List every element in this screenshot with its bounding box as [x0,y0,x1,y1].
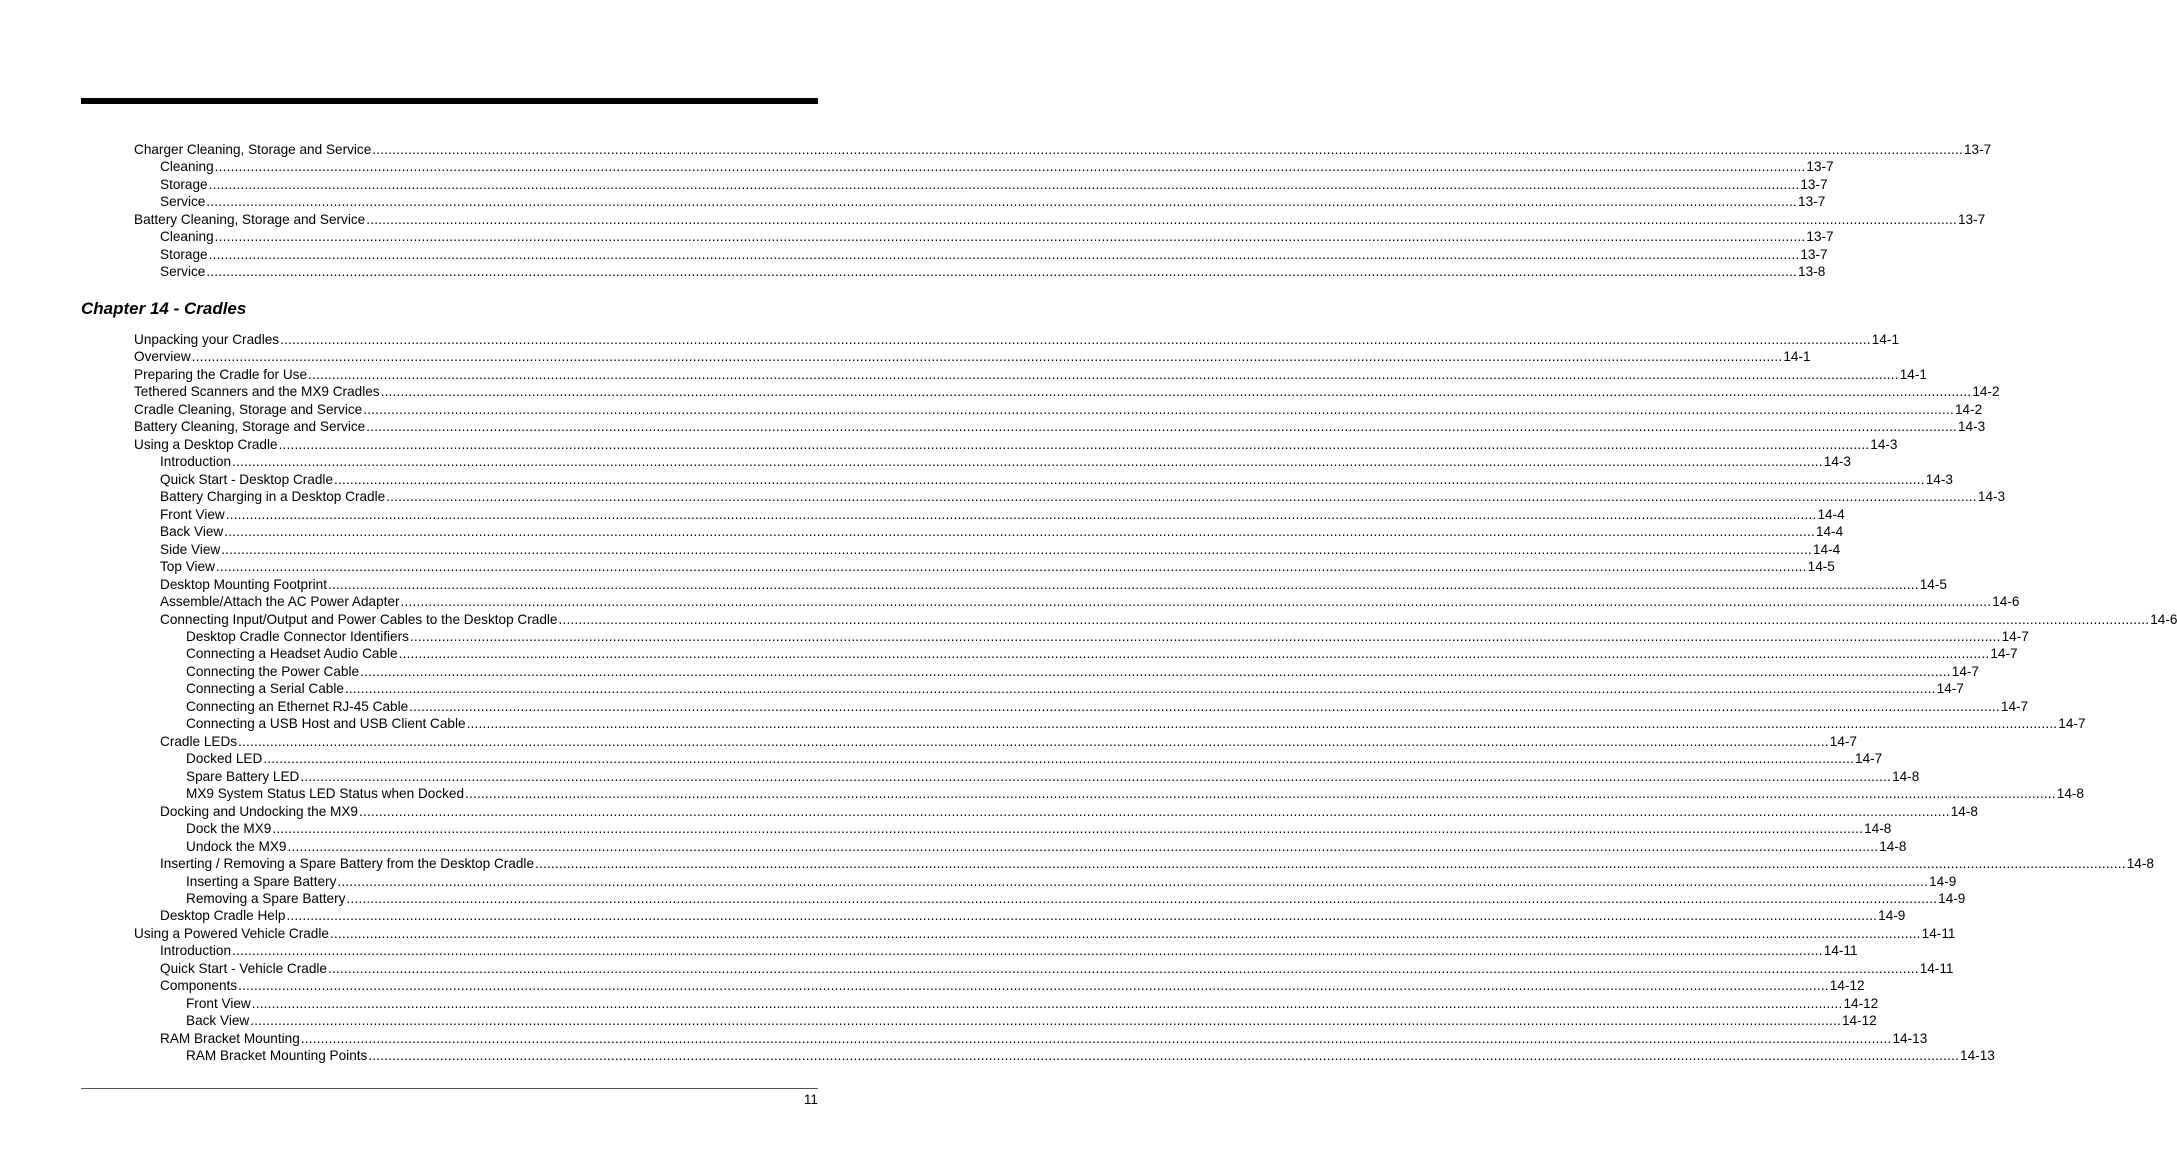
toc-entry[interactable] [0,995,1879,1012]
toc-entry-page: 14-6 [2150,611,2177,627]
toc-entry-label: Storage [160,176,208,192]
toc-entry[interactable] [0,838,1907,855]
toc-entry-page: 13-7 [1964,142,1992,157]
chapter-heading: Chapter 14 - Cradles [81,299,247,318]
toc-entry-page: 14-7 [2058,716,2086,732]
dot-leader: ................................................................................................................................................................................................................................................................................................................................................................................................................ [535,856,2126,872]
toc-entry-label: Battery Cleaning, Storage and Service [134,211,366,227]
dot-leader: ................................................................................................................................................................................................................................................................................................................................................................................................................ [337,873,1929,889]
toc-entry-line [160,506,1845,523]
toc-entry-page: 13-7 [1800,246,1828,262]
toc-entry-line [160,453,1851,470]
dot-leader: ................................................................................................................................................................................................................................................................................................................................................................................................................ [558,611,2150,627]
dot-leader: ................................................................................................................................................................................................................................................................................................................................................................................................................ [238,733,1829,749]
toc-entry-page: 14-7 [1829,733,1857,749]
toc-entry-label: Preparing the Cradle for Use [134,366,308,382]
toc-entry-line [160,193,1826,210]
toc-entry[interactable] [0,942,1858,959]
dot-leader: ................................................................................................................................................................................................................................................................................................................................................................................................................ [300,1030,1892,1046]
toc-entry-page: 14-13 [1960,1048,1995,1064]
dot-leader: ................................................................................................................................................................................................................................................................................................................................................................................................................ [409,628,2001,644]
toc-entry[interactable] [0,366,1927,383]
dot-leader: ................................................................................................................................................................................................................................................................................................................................................................................................................ [344,681,1936,697]
toc-entry-line [160,855,2154,872]
toc-entry-page: 13-7 [1800,176,1828,192]
toc-entry-line [186,663,1979,680]
toc-entry-page: 14-8 [1950,803,1978,819]
toc-entry-line [134,418,1986,435]
toc-entry[interactable] [0,418,1986,435]
toc-entry-label: Inserting / Removing a Spare Battery from the Desktop Cradle [160,856,535,872]
toc-entry-page: 14-3 [1957,419,1986,435]
toc-entry-line [160,733,1857,750]
toc-entry-label: Spare Battery LED [186,768,300,784]
dot-leader: ................................................................................................................................................................................................................................................................................................................................................................................................................ [206,264,1798,280]
toc-entry-label: Introduction [160,943,232,959]
toc-entry-page: 14-9 [1878,908,1906,924]
toc-entry-line [160,158,1834,175]
dot-leader: ................................................................................................................................................................................................................................................................................................................................................................................................................ [287,838,1879,854]
dot-leader: ................................................................................................................................................................................................................................................................................................................................................................................................................ [328,576,1919,592]
toc-entry-label: Desktop Cradle Connector Identifiers [186,628,409,644]
toc-entry-page: 14-7 [2001,628,2029,644]
toc-entry[interactable] [0,750,1883,767]
toc-entry-line [186,768,1920,785]
toc-entry-label: Side View [160,541,221,557]
toc-entry-page: 14-7 [1855,751,1883,767]
toc-entry-label: Front View [160,506,225,522]
toc-entry-page: 14-1 [1783,349,1811,365]
toc-entry-label: Connecting a Serial Cable [186,681,344,697]
toc-entry-label: Removing a Spare Battery [186,891,346,906]
toc-entry[interactable] [0,768,1920,785]
toc-entry-line [134,211,1986,228]
dot-leader: ................................................................................................................................................................................................................................................................................................................................................................................................................ [308,366,1899,382]
toc-entry-line [134,366,1927,383]
toc-entry-label: Assemble/Attach the AC Power Adapter [160,594,400,610]
dot-leader: ................................................................................................................................................................................................................................................................................................................................................................................................................ [278,436,1870,452]
toc-entry-label: Front View [186,995,251,1011]
toc-entry-line [160,960,1954,977]
dot-leader: ................................................................................................................................................................................................................................................................................................................................................................................................................ [400,594,1992,610]
toc-entry-label: MX9 System Status LED Status when Docked [186,786,465,802]
toc-entry-page: 14-7 [1936,681,1964,697]
dot-leader: ................................................................................................................................................................................................................................................................................................................................................................................................................ [329,925,1921,941]
toc-entry-label: Quick Start - Vehicle Cradle [160,960,327,976]
toc-entry-page: 14-11 [1919,960,1954,976]
toc-entry-label: Desktop Mounting Footprint [160,576,327,592]
toc-entry-line [160,176,1828,193]
toc-entry[interactable] [0,158,1834,175]
toc-entry[interactable] [0,453,1851,470]
toc-entry[interactable] [0,576,1947,593]
toc-entry-page: 14-13 [1892,1030,1928,1046]
toc-entry[interactable] [0,977,1865,994]
toc-entry-label: Undock the MX9 [186,838,287,854]
toc-entry[interactable] [0,558,1835,575]
dot-leader: ................................................................................................................................................................................................................................................................................................................................................................................................................ [368,1048,1960,1064]
toc-entry[interactable] [0,663,1979,680]
toc-entry-line [186,750,1883,767]
toc-entry-line [186,715,2086,732]
toc-entry-page: 14-12 [1843,995,1879,1011]
toc-entry-line [160,488,2006,505]
toc-entry[interactable] [0,228,1834,245]
toc-entry[interactable] [0,211,1986,228]
dot-leader: ................................................................................................................................................................................................................................................................................................................................................................................................................ [208,246,1800,262]
dot-leader: ................................................................................................................................................................................................................................................................................................................................................................................................................ [208,176,1800,192]
toc-entry-label: Cradle Cleaning, Storage and Service [134,401,363,417]
dot-leader: ................................................................................................................................................................................................................................................................................................................................................................................................................ [224,524,1815,540]
toc-entry-label: Battery Cleaning, Storage and Service [134,419,366,435]
toc-entry[interactable] [0,348,1811,365]
toc-entry-line [186,698,2029,715]
toc-entry[interactable] [0,628,2029,645]
dot-leader: ................................................................................................................................................................................................................................................................................................................................................................................................................ [215,559,1807,575]
toc-entry-page: 14-8 [2126,856,2154,872]
toc-entry[interactable] [0,523,1844,540]
toc-entry-line [186,628,2029,645]
toc-entry-line [134,383,2000,400]
dot-leader: ................................................................................................................................................................................................................................................................................................................................................................................................................ [214,159,1806,175]
dot-leader: ................................................................................................................................................................................................................................................................................................................................................................................................................ [214,229,1806,245]
dot-leader: ................................................................................................................................................................................................................................................................................................................................................................................................................ [358,803,1950,819]
toc-entry-label: Tethered Scanners and the MX9 Cradles [134,384,380,400]
toc-entry-line [160,942,1858,959]
toc-entry-line [186,1047,1995,1064]
toc-entry[interactable] [0,436,1898,453]
toc-entry-label: Inserting a Spare Battery [186,873,337,889]
dot-leader: ................................................................................................................................................................................................................................................................................................................................................................................................................ [366,211,1957,227]
toc-entry[interactable] [0,680,1964,697]
toc-entry-label: Overview [134,349,191,365]
toc-entry-page: 14-2 [1954,401,1983,417]
toc-entry[interactable] [0,593,2020,610]
toc-entry-page: 14-9 [1938,891,1966,906]
toc-entry[interactable] [0,331,1900,348]
toc-entry-page: 14-7 [1951,663,1979,679]
dot-leader: ................................................................................................................................................................................................................................................................................................................................................................................................................ [250,1013,1841,1029]
toc-entry-label: Connecting Input/Output and Power Cables to the Desktop Cradle [160,611,558,627]
toc-entry-line [186,873,1957,890]
toc-entry[interactable] [0,820,1892,837]
toc-entry[interactable] [0,873,1957,890]
toc-entry-line [160,977,1865,994]
toc-entry-page: 13-7 [1806,229,1834,245]
toc-entry-label: Battery Charging in a Desktop Cradle [160,489,386,505]
toc-entry-page: 13-8 [1798,264,1826,280]
toc-entry-page: 14-5 [1919,576,1947,592]
toc-entry-label: Connecting the Power Cable [186,663,360,679]
dot-leader: ................................................................................................................................................................................................................................................................................................................................................................................................................ [409,698,2000,714]
toc-entry-label: Unpacking your Cradles [134,332,280,347]
toc-entry-line [134,401,1983,418]
toc-entry-page: 14-1 [1871,332,1900,347]
toc-entry[interactable] [0,506,1845,523]
toc-entry-label: Back View [186,1013,250,1029]
footer-rule [81,1088,818,1089]
toc-entry-line [160,611,2177,628]
toc-entry-page: 14-6 [1992,594,2020,610]
toc-entry-page: 14-3 [1870,436,1898,452]
toc-entry-label: Desktop Cradle Help [160,908,286,924]
toc-entry-page: 14-8 [1879,838,1907,854]
toc-entry-line [134,348,1811,365]
toc-entry-label: Service [160,194,206,210]
toc-entry-label: Connecting a USB Host and USB Client Cable [186,716,466,732]
toc-entry-page: 14-3 [1977,489,2006,505]
dot-leader: ................................................................................................................................................................................................................................................................................................................................................................................................................ [221,541,1812,557]
toc-entry-line [134,141,1992,158]
toc-entry[interactable] [0,803,1978,820]
toc-entry-line [160,576,1947,593]
toc-entry-label: Using a Powered Vehicle Cradle [134,925,329,941]
toc-entry-page: 14-8 [1892,768,1920,784]
toc-entry[interactable] [0,715,2086,732]
toc-entry[interactable] [0,1012,1877,1029]
toc-entry[interactable] [0,960,1954,977]
toc-entry-page: 14-7 [2000,698,2029,714]
dot-leader: ................................................................................................................................................................................................................................................................................................................................................................................................................ [372,142,1963,157]
toc-entry-label: Storage [160,246,208,262]
dot-leader: ................................................................................................................................................................................................................................................................................................................................................................................................................ [206,194,1798,210]
toc-entry-line [134,436,1898,453]
toc-entry[interactable] [0,176,1828,193]
toc-entry[interactable] [0,193,1826,210]
toc-entry-label: Using a Desktop Cradle [134,436,278,452]
toc-entry[interactable] [0,1047,1995,1064]
toc-entry-line [160,263,1826,280]
toc-entry[interactable] [0,855,2154,872]
toc-entry[interactable] [0,541,1841,558]
dot-leader: ................................................................................................................................................................................................................................................................................................................................................................................................................ [398,646,1990,662]
toc-entry-page: 14-1 [1899,366,1927,382]
toc-entry[interactable] [0,785,2084,802]
dot-leader: ................................................................................................................................................................................................................................................................................................................................................................................................................ [225,506,1817,522]
toc-entry-line [160,907,1906,924]
toc-entry[interactable] [0,246,1828,263]
toc-entry-label: Cleaning [160,229,214,245]
toc-entry[interactable] [0,1030,1928,1047]
dot-leader: ................................................................................................................................................................................................................................................................................................................................................................................................................ [263,751,1855,767]
toc-entry-line [186,645,2018,662]
toc-entry[interactable] [0,488,2006,505]
toc-entry-label: Back View [160,524,224,540]
toc-entry-line [160,558,1835,575]
toc-entry-label: Cradle LEDs [160,733,238,749]
toc-entry-label: Introduction [160,454,232,470]
toc-entry[interactable] [0,733,1857,750]
dot-leader: ................................................................................................................................................................................................................................................................................................................................................................................................................ [346,891,1938,906]
dot-leader: ................................................................................................................................................................................................................................................................................................................................................................................................................ [386,489,1977,505]
toc-entry-page: 14-2 [1972,384,2000,400]
toc-entry-page: 14-9 [1929,873,1957,889]
toc-entry-page: 14-11 [1921,925,1956,941]
toc-entry-line [160,471,1953,488]
toc-entry-line [160,593,2020,610]
toc-entry-label: RAM Bracket Mounting Points [186,1048,368,1064]
toc-chapter-14-section [0,331,2177,1065]
toc-entry-page: 14-3 [1925,471,1953,487]
toc-entry-label: Components [160,978,238,994]
toc-entry-line [186,785,2084,802]
toc-entry-line [186,890,1966,907]
toc-entry-page: 13-7 [1798,194,1826,210]
toc-entry-line [160,1030,1928,1047]
toc-entry-label: Service [160,264,206,280]
toc-entry-line [160,246,1828,263]
toc-entry[interactable] [0,141,1992,158]
dot-leader: ................................................................................................................................................................................................................................................................................................................................................................................................................ [465,786,2056,802]
toc-entry[interactable] [0,401,1983,418]
dot-leader: ................................................................................................................................................................................................................................................................................................................................................................................................................ [232,454,1823,470]
toc-entry-label: Docking and Undocking the MX9 [160,803,358,819]
toc-entry-page: 14-7 [1990,646,2018,662]
toc-entry-page: 14-8 [1864,821,1892,837]
toc-entry[interactable] [0,383,2000,400]
page-number: 11 [803,1092,818,1107]
dot-leader: ................................................................................................................................................................................................................................................................................................................................................................................................................ [466,716,2058,732]
toc-entry[interactable] [0,890,1966,907]
dot-leader: ................................................................................................................................................................................................................................................................................................................................................................................................................ [366,419,1957,435]
dot-leader: ................................................................................................................................................................................................................................................................................................................................................................................................................ [300,768,1892,784]
dot-leader: ................................................................................................................................................................................................................................................................................................................................................................................................................ [238,978,1829,994]
toc-entry[interactable] [0,645,2018,662]
toc-entry-line [186,838,1907,855]
toc-entry[interactable] [0,925,1956,942]
dot-leader: ................................................................................................................................................................................................................................................................................................................................................................................................................ [272,821,1864,837]
dot-leader: ................................................................................................................................................................................................................................................................................................................................................................................................................ [363,401,1954,417]
toc-entry-page: 14-3 [1823,454,1851,470]
toc-entry[interactable] [0,907,1906,924]
toc-entry-label: Cleaning [160,159,214,175]
toc-entry-line [160,228,1834,245]
toc-entry-label: Connecting an Ethernet RJ-45 Cable [186,698,409,714]
dot-leader: ................................................................................................................................................................................................................................................................................................................................................................................................................ [232,943,1823,959]
toc-entry[interactable] [0,471,1953,488]
toc-entry-page: 14-4 [1815,524,1844,540]
toc-entry-line [186,680,1964,697]
toc-entry[interactable] [0,698,2029,715]
toc-entry-label: Charger Cleaning, Storage and Service [134,142,372,157]
toc-entry-page: 14-4 [1817,506,1845,522]
toc-entry-page: 14-12 [1841,1013,1877,1029]
toc-entry[interactable] [0,263,1826,280]
dot-leader: ................................................................................................................................................................................................................................................................................................................................................................................................................ [280,332,1871,347]
toc-entry-line [134,331,1900,348]
toc-entry[interactable] [0,611,2177,628]
dot-leader: ................................................................................................................................................................................................................................................................................................................................................................................................................ [327,960,1919,976]
toc-entry-label: Docked LED [186,751,263,767]
toc-entry-line [160,541,1841,558]
toc-entry-page: 14-8 [2056,786,2084,802]
header-rule [81,98,818,104]
dot-leader: ................................................................................................................................................................................................................................................................................................................................................................................................................ [360,663,1951,679]
toc-entry-line [186,1012,1877,1029]
toc-continued-section [0,141,1992,281]
toc-entry-line [186,820,1892,837]
toc-entry-page: 14-4 [1812,541,1841,557]
toc-entry-page: 14-12 [1829,978,1865,994]
toc-entry-label: Dock the MX9 [186,821,272,837]
toc-entry-line [134,925,1956,942]
toc-entry-line [186,995,1879,1012]
toc-entry-label: RAM Bracket Mounting [160,1030,300,1046]
dot-leader: ................................................................................................................................................................................................................................................................................................................................................................................................................ [191,349,1783,365]
toc-entry-page: 13-7 [1806,159,1834,175]
toc-entry-label: Connecting a Headset Audio Cable [186,646,398,662]
toc-entry-line [160,523,1844,540]
toc-entry-page: 13-7 [1957,211,1986,227]
dot-leader: ................................................................................................................................................................................................................................................................................................................................................................................................................ [286,908,1878,924]
toc-entry-label: Quick Start - Desktop Cradle [160,471,334,487]
toc-entry-page: 14-5 [1807,559,1835,575]
toc-entry-line [160,803,1978,820]
toc-entry-label: Top View [160,559,215,575]
dot-leader: ................................................................................................................................................................................................................................................................................................................................................................................................................ [380,384,1972,400]
dot-leader: ................................................................................................................................................................................................................................................................................................................................................................................................................ [251,995,1843,1011]
toc-entry-page: 14-11 [1823,943,1858,959]
dot-leader: ................................................................................................................................................................................................................................................................................................................................................................................................................ [334,471,1925,487]
